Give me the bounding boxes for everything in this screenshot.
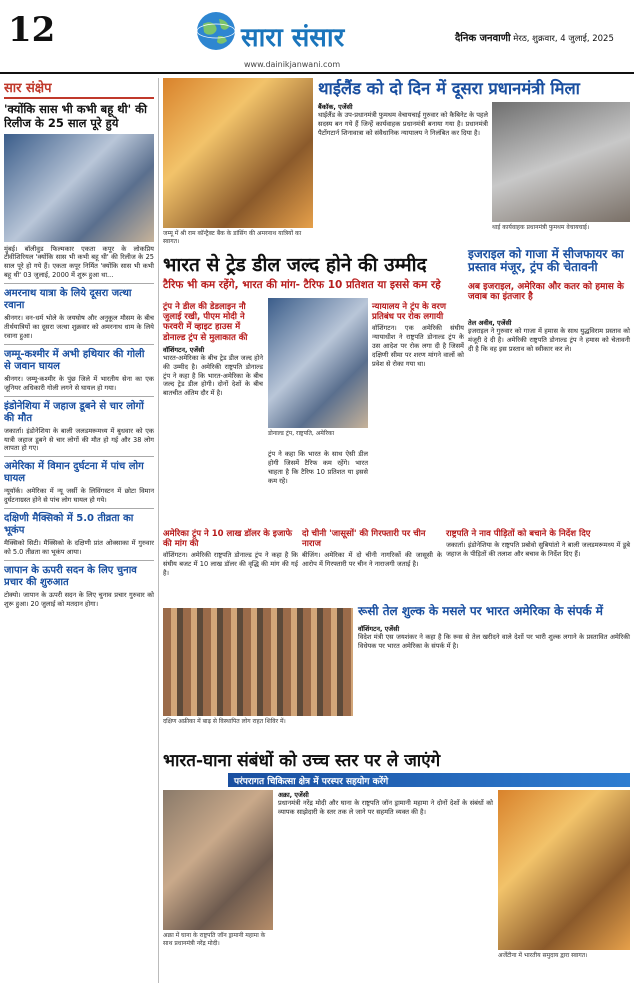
tariff-body: वॉशिंगटन। अमेरिकी राष्ट्रपति डोनाल्ड ट्रंप ने कहा है कि संघीय बजट में 10 लाख डॉलर की वृद्धि की मांग की गई है। bbox=[163, 551, 298, 578]
china-headline: दो चीनी 'जासूसों' की गिरफ्तारी पर चीन नाराज bbox=[302, 529, 426, 550]
brief-headline-2: अमरनाथ यात्रा के लिये दूसरा जत्था रवाना bbox=[4, 288, 132, 312]
russia-oil-body: विदेश मंत्री एस जयशंकर ने कहा है कि रूस से तेल खरीदने वाले देशों पर भारी शुल्क लगाने के प्रस्तावित अमेरिकी विधेयक पर भारत अमेरिका के संपर्क में है। bbox=[358, 633, 630, 650]
trade-body-1: भारत-अमेरिका के बीच ट्रेड डील जल्द होने की उम्मीद है। अमेरिकी राष्ट्रपति डोनाल्ड ट्रंप ने कहा है कि भारत-अमेरिका के बीच जल्द ट्रेड डील होगी। दोनों देशों के बीच बातचीत अंतिम दौर में है। bbox=[163, 353, 263, 398]
russia-oil-byline: वॉशिंगटन, एजेंसी bbox=[358, 625, 400, 633]
ghana-story bbox=[278, 790, 493, 817]
brand-name: सारा संसार bbox=[241, 23, 345, 53]
brief-body-1: मुंबई। बॉलीवुड फिल्मकार एकता कपूर के लोकप्रिय टीवीशिरियल 'क्योंकि सास भी कभी बहू थी' की रिलीज के 25 साल पूरे हो गये हैं। एकता कपूर निर्मित 'क्योंकि सास भी कभी बहू थी' 03 जुलाई, 2000 में शुरू हुआ था... bbox=[4, 244, 154, 280]
ghana-caption: अक्रा में घाना के राष्ट्रपति जॉन ड्रामानी महामा के साथ प्रधानमंत्री नरेंद्र मोदी। bbox=[163, 932, 266, 947]
website-link[interactable]: www.dainikjanwani.com bbox=[244, 60, 341, 69]
brief-headline-1: 'क्योंकि सास भी कभी बहू थी' की रिलीज के 25 साल पूरे हुये bbox=[4, 102, 147, 130]
thailand-headline: थाईलैंड को दो दिन में दूसरा प्रधानमंत्री मिला bbox=[318, 79, 580, 98]
thailand-body: थाईलैंड के उप-प्रधानमंत्री फुमथम वेचायचाई गुरुवार को कैबिनेट के पहले सदस्य बन गये हैं जिन्हें कार्यवाहक प्रधानमंत्री बनाया गया है। प्रधानमंत्री पैटोंगटार्न शिनावात्रा को संवैधानिक न्यायालय ने निलंबित कर दिया है। bbox=[318, 111, 488, 137]
brief-body-6: मैक्सिको सिटी। मैक्सिको के दक्षिणी प्रांत ओक्साका में गुरुवार को 5.0 तीव्रता का भूकंप आया। bbox=[4, 539, 154, 556]
israel-subhead: अब इजराइल, अमेरिका और कतर को हमास के जवाब का इंतजार है bbox=[468, 282, 624, 302]
ghana-byline: अक्रा, एजेंसी bbox=[278, 791, 309, 799]
thailand-pm-photo bbox=[492, 102, 630, 222]
israel-story bbox=[468, 318, 630, 354]
brief-body-3: श्रीनगर। जम्मू-कश्मीर के पुंछ जिले में भारतीय सेना का एक जूनियर अधिकारी गोली लगने से घायल हो गया। bbox=[4, 374, 154, 392]
israel-headline: इजराइल को गाजा में सीजफायर का प्रस्ताव मंजूर, ट्रंप की चेतावनी bbox=[468, 247, 624, 275]
paper-name: दैनिक जनवाणी bbox=[455, 33, 511, 44]
russia-oil-story bbox=[358, 624, 630, 651]
header-rule bbox=[0, 72, 634, 74]
left-column bbox=[4, 78, 159, 983]
brief-headline-6: दक्षिणी मैक्सिको में 5.0 तीव्रता का भूकंप bbox=[4, 513, 134, 537]
crowd-photo bbox=[163, 608, 353, 716]
china-story bbox=[302, 525, 442, 569]
section-title: सार संक्षेप bbox=[4, 78, 154, 99]
trump-photo bbox=[268, 298, 368, 428]
indonesia-body: जकार्ता। इंडोनेशिया के राष्ट्रपति प्रबोवो सुबियांतो ने बाली जलडमरूमध्य में डूबे जहाज के पीड़ितों की तलाश और बचाव के निर्देश दिए हैं। bbox=[446, 541, 630, 559]
indonesia-headline: राष्ट्रपति ने नाव पीड़ितों को बचाने के निर्देश दिए bbox=[446, 529, 591, 539]
crowd-caption: दक्षिण अफ्रीका में बाढ़ से विस्थापित लोग राहत शिविर में। bbox=[163, 718, 286, 725]
court-box bbox=[372, 298, 464, 369]
trade-intro-head: ट्रंप ने डील की डेडलाइन नौ जुलाई रखी, पीएम मोदी ने फरवरी में व्हाइट हाउस में डोनाल्ड ट्रंप से मुलाकात की bbox=[163, 302, 248, 343]
trump-caption: डोनाल्ड ट्रंप, राष्ट्रपति, अमेरिका bbox=[268, 430, 335, 437]
israel-body: इजराइल ने गुरुवार को गाजा में हमास के साथ युद्धविराम प्रस्ताव को मंजूरी दे दी है। अमेरिकी राष्ट्रपति डोनाल्ड ट्रंप ने हमास को चेतावनी दी है कि वह इस प्रस्ताव को स्वीकार कर ले। bbox=[468, 327, 630, 353]
brief-body-4: जकार्ता। इंडोनेशिया के बाली जलडमरूमध्य में बुधवार को एक यात्री जहाज डूबने से चार लोगों की मौत हो गई और 38 लोग लापता हो गए। bbox=[4, 426, 154, 453]
trade-body-2-wrap bbox=[268, 450, 368, 486]
ghana-body: प्रधानमंत्री नरेंद्र मोदी और घाना के राष्ट्रपति जॉन ड्रामानी महामा ने दोनों देशों के संबंधों को व्यापक साझेदारी के स्तर तक ले जाने पर सहमति व्यक्त की है। bbox=[278, 799, 493, 816]
city-date: मेरठ, शुक्रवार, 4 जुलाई, 2025 bbox=[513, 34, 614, 44]
diaspora-photo bbox=[498, 790, 630, 950]
trade-intro bbox=[163, 298, 263, 398]
procession-caption: जम्मू में श्री राम कॉन्ट्रैक्ट बैंक के डांसिंग की अमरनाथ यात्रियों का स्वागत। bbox=[163, 230, 302, 245]
brief-body-2: श्रीनगर। वन-धर्म भोले के जयघोष और अनुकूल मौसम के बीच तीर्थयात्रियों का दूसरा जत्था शुक्रवार को अमरनाथ धाम के लिये रवाना हुआ। bbox=[4, 314, 154, 340]
thailand-story bbox=[318, 102, 488, 138]
court-headline: न्यायालय ने ट्रंप के वरण प्रतिबंध पर रोक लगायी bbox=[372, 302, 447, 323]
israel-byline: तेल अवीव, एजेंसी bbox=[468, 319, 512, 327]
trade-headline: भारत से ट्रेड डील जल्द होने की उम्मीद bbox=[163, 254, 427, 276]
brief-headline-5: अमेरिका में विमान दुर्घटना में पांच लोग घायल bbox=[4, 461, 144, 485]
brief-headline-3: जम्मू-कश्मीर में अभी हथियार की गोली से जवान घायल bbox=[4, 348, 145, 372]
actress-photo bbox=[4, 134, 154, 242]
globe-icon bbox=[195, 10, 237, 52]
tariff-story bbox=[163, 525, 298, 578]
trade-body-2: ट्रंप ने कहा कि भारत के साथ ऐसी डील होगी जिसमें टैरिफ कम रहेंगे। भारत चाहता है कि टैरिफ 10 प्रतिशत या इससे कम रहे। bbox=[268, 450, 368, 485]
thailand-byline: बैंकॉक, एजेंसी bbox=[318, 103, 353, 111]
dateline bbox=[455, 30, 614, 44]
procession-photo bbox=[163, 78, 313, 228]
brief-headline-7: जापान के ऊपरी सदन के लिए चुनाव प्रचार की शुरुआत bbox=[4, 564, 137, 588]
brief-body-7: टोक्यो। जापान के ऊपरी सदन के लिए चुनाव प्रचार गुरुवार को शुरू हुआ। 20 जुलाई को मतदान होगा। bbox=[4, 590, 154, 608]
brief-headline-4: इंडोनेशिया में जहाज डूबने से चार लोगों की मौत bbox=[4, 400, 144, 424]
court-body: वॉशिंगटन। एक अमेरिकी संघीय न्यायाधीश ने राष्ट्रपति डोनाल्ड ट्रंप के उस आदेश पर रोक लगा दी है जिसमें दक्षिणी सीमा पर शरण मांगने वालों को प्रवेश से रोका गया था। bbox=[372, 324, 464, 368]
ghana-headline: भारत-घाना संबंधों को उच्च स्तर पर ले जाएंगे bbox=[163, 751, 441, 771]
masthead bbox=[195, 10, 420, 58]
trade-byline: वॉशिंगटन, एजेंसी bbox=[163, 345, 205, 354]
ghana-subhead: परंपरागत चिकित्सा क्षेत्र में परस्पर सहयोग करेंगे bbox=[228, 773, 630, 787]
china-body: बीजिंग। अमेरिका में दो चीनी नागरिकों की जासूसी के आरोप में गिरफ्तारी पर चीन ने नाराजगी जताई है। bbox=[302, 551, 442, 569]
brief-body-5: न्यूयॉर्क। अमेरिका में न्यू जर्सी के लिविंगस्टन में छोटा विमान दुर्घटनाग्रस्त होने से पांच लोग घायल हो गये। bbox=[4, 487, 154, 505]
ghana-photo bbox=[163, 790, 273, 930]
page-number: 12 bbox=[8, 10, 56, 50]
thailand-caption: थाई कार्यवाहक प्रधानमंत्री फुमथम वेचायचाई। bbox=[492, 224, 590, 231]
trade-subhead: टैरिफ भी कम रहेंगे, भारत की मांग- टैरिफ 10 प्रतिशत या इससे कम रहे bbox=[163, 279, 441, 291]
diaspora-caption: अर्जेंटीना में भारतीय समुदाय द्वारा स्वागत। bbox=[498, 952, 588, 959]
indonesia-story bbox=[446, 525, 630, 559]
russia-oil-headline: रूसी तेल शुल्क के मसले पर भारत अमेरिका के संपर्क में bbox=[358, 604, 603, 618]
tariff-headline: अमेरिका ट्रंप ने 10 लाख डॉलर के इजाफे की मांग की bbox=[163, 529, 293, 550]
